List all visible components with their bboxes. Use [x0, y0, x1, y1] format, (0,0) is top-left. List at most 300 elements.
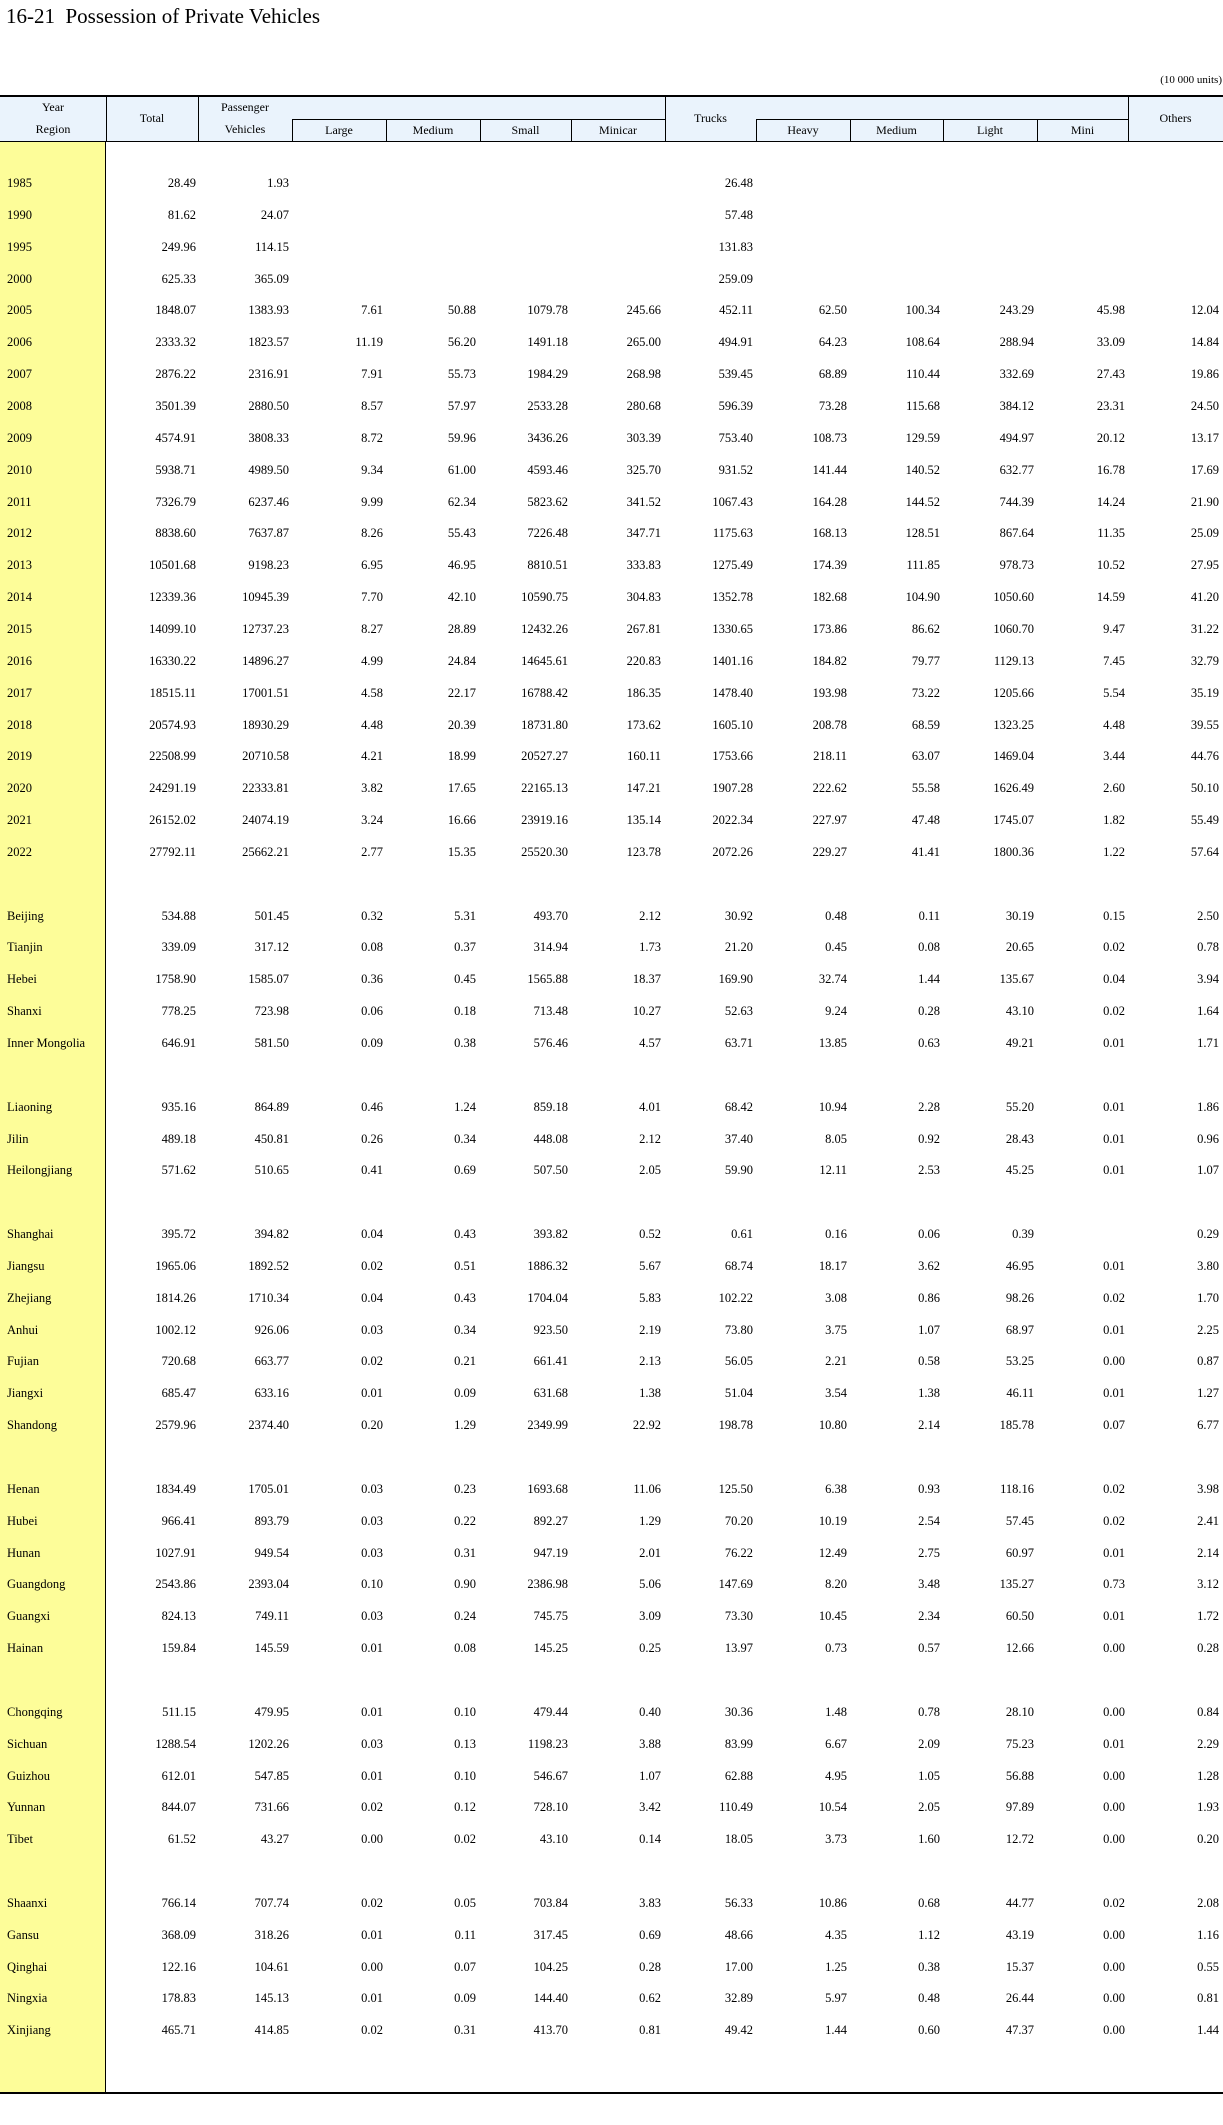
cell-large: 9.34: [361, 462, 383, 477]
table-row: [0, 1291, 1223, 1311]
row-label: Anhui: [7, 1322, 39, 1337]
cell-small: 144.40: [533, 1991, 568, 2006]
cell-truck-medium: 110.44: [906, 367, 940, 382]
cell-light: 55.20: [1005, 1099, 1034, 1114]
cell-heavy: 4.35: [825, 1927, 847, 1942]
cell-total: 612.01: [161, 1768, 196, 1783]
cell-truck-medium: 140.52: [905, 462, 940, 477]
cell-light: 45.25: [1005, 1163, 1034, 1178]
cell-light: 68.97: [1005, 1322, 1034, 1337]
cell-heavy: 10.54: [818, 1800, 847, 1815]
cell-small: 10590.75: [521, 590, 568, 605]
cell-light: 384.12: [999, 398, 1034, 413]
row-label: 2018: [7, 717, 32, 732]
cell-minicar: 22.92: [632, 1418, 661, 1433]
cell-mini: 0.02: [1103, 1481, 1125, 1496]
cell-passenger-vehicles: 1823.57: [248, 335, 289, 350]
cell-trucks: 26.48: [724, 176, 753, 190]
cell-total: 22508.99: [149, 749, 196, 764]
cell-mini: 0.00: [1103, 1354, 1125, 1369]
row-label: Zhejiang: [7, 1290, 52, 1305]
row-label: Hainan: [7, 1641, 44, 1656]
cell-mini: 1.22: [1103, 844, 1125, 859]
cell-light: 1745.07: [993, 813, 1034, 827]
row-label: Tianjin: [7, 940, 43, 955]
cell-truck-medium: 0.38: [918, 1959, 940, 1974]
cell-mini: 9.47: [1103, 621, 1125, 636]
cell-trucks: 56.05: [724, 1354, 753, 1369]
cell-medium: 57.97: [447, 398, 476, 413]
cell-trucks: 52.63: [724, 1004, 753, 1019]
cell-passenger-vehicles: 394.82: [254, 1227, 289, 1242]
cell-truck-medium: 47.48: [911, 813, 940, 827]
cell-minicar: 1.38: [639, 1386, 661, 1401]
cell-heavy: 3.75: [825, 1322, 847, 1337]
cell-mini: 0.02: [1103, 940, 1125, 955]
cell-medium: 0.11: [454, 1927, 476, 1942]
cell-others: 0.96: [1197, 1131, 1219, 1146]
cell-light: 15.37: [1005, 1959, 1034, 1974]
table-row: [0, 303, 1223, 323]
cell-passenger-vehicles: 926.06: [254, 1322, 289, 1337]
table-row: [0, 1641, 1223, 1661]
cell-mini: 0.00: [1103, 1768, 1125, 1783]
cell-total: 1288.54: [155, 1736, 196, 1751]
cell-large: 0.03: [361, 1481, 383, 1496]
row-label: 1990: [7, 207, 32, 222]
cell-trucks: 596.39: [718, 398, 753, 413]
cell-light: 46.11: [1006, 1386, 1034, 1401]
cell-mini: 0.01: [1103, 1322, 1125, 1337]
cell-passenger-vehicles: 1.93: [267, 176, 289, 190]
row-label: 2005: [7, 303, 32, 318]
cell-total: 16330.22: [149, 653, 196, 668]
cell-heavy: 12.49: [818, 1545, 847, 1560]
cell-minicar: 123.78: [626, 844, 661, 859]
cell-total: 511.15: [162, 1704, 196, 1719]
cell-medium: 5.31: [454, 908, 476, 923]
cell-passenger-vehicles: 10945.39: [242, 590, 289, 605]
cell-others: 0.20: [1197, 1832, 1219, 1847]
cell-total: 2876.22: [155, 367, 196, 382]
cell-others: 12.04: [1190, 303, 1219, 318]
cell-minicar: 147.21: [626, 781, 661, 796]
row-label: Guangdong: [7, 1577, 66, 1592]
cell-heavy: 164.28: [812, 494, 847, 509]
cell-medium: 59.96: [447, 430, 476, 445]
cell-passenger-vehicles: 633.16: [254, 1386, 289, 1401]
cell-medium: 61.00: [447, 462, 476, 477]
table-row: [0, 813, 1223, 833]
cell-heavy: 227.97: [812, 813, 847, 827]
cell-trucks: 68.42: [724, 1099, 753, 1114]
cell-medium: 0.43: [454, 1227, 476, 1242]
cell-trucks: 131.83: [718, 239, 753, 254]
cell-small: 631.68: [533, 1386, 568, 1401]
cell-minicar: 18.37: [632, 972, 661, 987]
cell-large: 0.03: [361, 1513, 383, 1528]
cell-passenger-vehicles: 450.81: [254, 1131, 289, 1146]
cell-minicar: 11.06: [633, 1481, 661, 1496]
cell-heavy: 5.97: [825, 1991, 847, 2006]
cell-heavy: 10.19: [818, 1513, 847, 1528]
cell-others: 2.29: [1197, 1736, 1219, 1751]
cell-minicar: 245.66: [626, 303, 661, 318]
cell-light: 30.19: [1005, 908, 1034, 923]
cell-mini: 0.04: [1103, 972, 1125, 987]
table-row: [0, 718, 1223, 738]
cell-heavy: 141.44: [812, 462, 847, 477]
cell-large: 0.26: [361, 1131, 383, 1146]
row-label: Heilongjiang: [7, 1163, 73, 1178]
cell-minicar: 186.35: [626, 685, 661, 700]
header-subline: [292, 119, 665, 120]
cell-mini: 0.01: [1103, 1258, 1125, 1273]
cell-light: 1626.49: [993, 781, 1034, 796]
cell-total: 24291.19: [149, 781, 196, 796]
table-row: [0, 1354, 1223, 1374]
cell-truck-medium: 0.08: [918, 940, 940, 955]
cell-trucks: 51.04: [724, 1386, 753, 1401]
cell-mini: 4.48: [1103, 717, 1125, 732]
cell-minicar: 3.09: [639, 1609, 661, 1624]
table-row: [0, 1896, 1223, 1916]
cell-small: 12432.26: [521, 621, 568, 636]
cell-truck-medium: 79.77: [911, 653, 940, 668]
cell-others: 19.86: [1190, 367, 1219, 382]
header-minicar: Minicar: [599, 123, 637, 137]
cell-light: 1323.25: [993, 717, 1034, 732]
cell-light: 20.65: [1005, 940, 1034, 955]
row-label: Jilin: [7, 1131, 29, 1146]
cell-trucks: 63.71: [724, 1036, 753, 1050]
cell-minicar: 10.27: [632, 1004, 661, 1019]
cell-medium: 0.13: [454, 1736, 476, 1751]
cell-medium: 0.21: [454, 1354, 476, 1369]
cell-total: 685.47: [161, 1386, 196, 1401]
cell-passenger-vehicles: 43.27: [260, 1832, 289, 1847]
cell-large: 0.03: [361, 1545, 383, 1560]
cell-mini: 0.07: [1103, 1418, 1125, 1433]
row-label: 2019: [7, 749, 32, 764]
header-subline: [756, 119, 1128, 120]
header-passenger: Passenger: [221, 100, 269, 114]
cell-truck-medium: 1.05: [918, 1768, 940, 1783]
table-row: [0, 1132, 1223, 1152]
cell-heavy: 184.82: [812, 653, 847, 668]
cell-passenger-vehicles: 24074.19: [242, 813, 289, 827]
cell-heavy: 8.05: [825, 1131, 847, 1146]
table-row: [0, 1705, 1223, 1725]
cell-light: 56.88: [1005, 1768, 1034, 1783]
table-row: [0, 558, 1223, 578]
cell-trucks: 70.20: [724, 1513, 753, 1528]
cell-mini: 23.31: [1096, 398, 1125, 413]
cell-total: 159.84: [161, 1641, 196, 1656]
cell-small: 20527.27: [521, 749, 568, 764]
cell-small: 892.27: [533, 1513, 568, 1528]
cell-trucks: 30.92: [724, 908, 753, 923]
cell-large: 3.24: [361, 813, 383, 827]
row-label: Beijing: [7, 908, 44, 923]
cell-passenger-vehicles: 501.45: [254, 908, 289, 923]
cell-others: 57.64: [1190, 844, 1219, 859]
cell-large: 0.01: [361, 1386, 383, 1401]
cell-light: 26.44: [1005, 1991, 1034, 2006]
cell-small: 1886.32: [527, 1258, 568, 1273]
row-label: 2012: [7, 526, 32, 541]
row-label: 1985: [7, 176, 32, 190]
cell-passenger-vehicles: 25662.21: [242, 844, 289, 859]
cell-heavy: 68.89: [818, 367, 847, 382]
table-row: [0, 1928, 1223, 1948]
cell-large: 0.32: [361, 908, 383, 923]
cell-large: 0.02: [361, 1895, 383, 1910]
cell-mini: 0.00: [1103, 1704, 1125, 1719]
cell-others: 0.29: [1197, 1227, 1219, 1242]
cell-mini: 16.78: [1096, 462, 1125, 477]
cell-large: 0.01: [361, 1927, 383, 1942]
table-row: [0, 1800, 1223, 1820]
cell-total: 1848.07: [155, 303, 196, 318]
cell-heavy: 193.98: [812, 685, 847, 700]
cell-medium: 50.88: [447, 303, 476, 318]
cell-total: 3501.39: [155, 398, 196, 413]
table-row: [0, 431, 1223, 451]
cell-minicar: 0.14: [639, 1832, 661, 1847]
cell-minicar: 3.83: [639, 1895, 661, 1910]
cell-others: 1.71: [1197, 1036, 1219, 1050]
header-mini: Mini: [1070, 123, 1095, 137]
row-label: 2016: [7, 653, 32, 668]
row-label: 2017: [7, 685, 32, 700]
cell-large: 7.91: [361, 367, 383, 382]
cell-medium: 0.69: [454, 1163, 476, 1178]
cell-passenger-vehicles: 731.66: [254, 1800, 289, 1815]
cell-heavy: 174.39: [812, 558, 847, 573]
cell-heavy: 182.68: [812, 590, 847, 605]
cell-medium: 15.35: [447, 844, 476, 859]
cell-heavy: 229.27: [812, 844, 847, 859]
cell-small: 2386.98: [527, 1577, 568, 1592]
cell-trucks: 2022.34: [712, 813, 753, 827]
cell-large: 11.19: [355, 335, 383, 350]
table-row: [0, 1163, 1223, 1183]
cell-light: 288.94: [999, 335, 1034, 350]
cell-large: 0.02: [361, 2023, 383, 2038]
cell-truck-medium: 3.62: [918, 1258, 940, 1273]
cell-truck-medium: 1.44: [918, 972, 940, 987]
cell-passenger-vehicles: 24.07: [260, 207, 289, 222]
cell-large: 0.04: [361, 1290, 383, 1305]
cell-total: 625.33: [161, 271, 196, 286]
row-label: Tibet: [7, 1832, 33, 1847]
cell-heavy: 173.86: [812, 621, 847, 636]
cell-small: 25520.30: [521, 844, 568, 859]
cell-small: 479.44: [533, 1704, 568, 1719]
cell-trucks: 494.91: [718, 335, 753, 350]
cell-others: 21.90: [1190, 494, 1219, 509]
cell-minicar: 0.40: [639, 1704, 661, 1719]
cell-others: 2.14: [1197, 1545, 1219, 1560]
cell-trucks: 1605.10: [712, 717, 753, 732]
units-note: (10 000 units): [1160, 74, 1222, 86]
cell-others: 1.28: [1197, 1768, 1219, 1783]
cell-trucks: 1275.49: [712, 558, 753, 573]
row-label: Shaanxi: [7, 1895, 48, 1910]
cell-light: 12.66: [1005, 1641, 1034, 1656]
cell-others: 2.50: [1197, 908, 1219, 923]
cell-total: 395.72: [161, 1227, 196, 1242]
cell-large: 8.26: [361, 526, 383, 541]
row-label: Shanxi: [7, 1004, 42, 1019]
cell-truck-medium: 2.53: [918, 1163, 940, 1178]
cell-trucks: 73.30: [724, 1609, 753, 1624]
cell-passenger-vehicles: 12737.23: [242, 621, 289, 636]
cell-small: 661.41: [533, 1354, 568, 1369]
table-row: [0, 1609, 1223, 1629]
cell-others: 1.27: [1197, 1386, 1219, 1401]
cell-medium: 0.10: [454, 1704, 476, 1719]
row-label: 2009: [7, 430, 32, 445]
cell-medium: 46.95: [447, 558, 476, 573]
cell-others: 0.55: [1197, 1959, 1219, 1974]
cell-truck-medium: 55.58: [911, 781, 940, 796]
cell-trucks: 1067.43: [712, 494, 753, 509]
cell-passenger-vehicles: 317.12: [254, 940, 289, 955]
cell-passenger-vehicles: 2880.50: [248, 398, 289, 413]
cell-truck-medium: 1.38: [918, 1386, 940, 1401]
cell-large: 0.01: [361, 1991, 383, 2006]
row-label: Hubei: [7, 1513, 38, 1528]
cell-passenger-vehicles: 864.89: [254, 1099, 289, 1114]
cell-passenger-vehicles: 17001.51: [242, 685, 289, 700]
cell-heavy: 10.80: [818, 1418, 847, 1433]
cell-large: 0.02: [361, 1258, 383, 1273]
cell-trucks: 1175.63: [712, 526, 753, 541]
cell-others: 2.41: [1197, 1513, 1219, 1528]
cell-total: 465.71: [161, 2023, 196, 2038]
cell-minicar: 0.69: [639, 1927, 661, 1942]
cell-passenger-vehicles: 949.54: [254, 1545, 289, 1560]
header-small: Small: [511, 123, 540, 137]
cell-trucks: 931.52: [718, 462, 753, 477]
cell-total: 61.52: [167, 1832, 196, 1847]
table-row: [0, 1259, 1223, 1279]
cell-total: 2333.32: [155, 335, 196, 350]
cell-medium: 56.20: [447, 335, 476, 350]
cell-large: 0.41: [361, 1163, 383, 1178]
cell-light: 1800.36: [993, 844, 1034, 859]
row-label: Guizhou: [7, 1768, 51, 1783]
cell-trucks: 0.61: [731, 1227, 753, 1242]
cell-minicar: 173.62: [626, 717, 661, 732]
cell-total: 1834.49: [155, 1481, 196, 1496]
cell-total: 766.14: [161, 1895, 196, 1910]
cell-large: 9.99: [361, 494, 383, 509]
cell-heavy: 218.11: [813, 749, 847, 764]
table-row: [0, 1832, 1223, 1852]
header-trucks: Trucks: [694, 111, 727, 125]
row-label: 1995: [7, 239, 32, 254]
cell-large: 2.77: [361, 844, 383, 859]
cell-trucks: 1352.78: [712, 590, 753, 605]
table-row: [0, 1386, 1223, 1406]
cell-passenger-vehicles: 1710.34: [248, 1290, 289, 1305]
cell-truck-medium: 115.68: [906, 398, 940, 413]
row-label: 2008: [7, 398, 32, 413]
cell-large: 4.99: [361, 653, 383, 668]
cell-small: 8810.51: [527, 558, 568, 573]
table-row: [0, 495, 1223, 515]
table-row: [0, 1004, 1223, 1024]
cell-heavy: 4.95: [825, 1768, 847, 1783]
cell-small: 493.70: [533, 908, 568, 923]
cell-trucks: 17.00: [724, 1959, 753, 1974]
row-label: Hunan: [7, 1545, 41, 1560]
cell-mini: 0.01: [1103, 1736, 1125, 1751]
cell-medium: 28.89: [447, 621, 476, 636]
cell-total: 8838.60: [155, 526, 196, 541]
cell-light: 49.21: [1005, 1036, 1034, 1050]
cell-light: 60.50: [1005, 1609, 1034, 1624]
cell-passenger-vehicles: 723.98: [254, 1004, 289, 1019]
cell-heavy: 8.20: [825, 1577, 847, 1592]
cell-total: 844.07: [161, 1800, 196, 1815]
cell-light: 75.23: [1005, 1736, 1034, 1751]
cell-total: 720.68: [161, 1354, 196, 1369]
cell-truck-medium: 1.60: [918, 1832, 940, 1847]
cell-truck-medium: 0.57: [918, 1641, 940, 1656]
cell-light: 135.27: [999, 1577, 1034, 1592]
cell-passenger-vehicles: 7637.87: [248, 526, 289, 541]
cell-heavy: 0.16: [825, 1227, 847, 1242]
table-row: [0, 1737, 1223, 1757]
cell-small: 43.10: [539, 1832, 568, 1847]
cell-large: 3.82: [361, 781, 383, 796]
cell-mini: 0.00: [1103, 1800, 1125, 1815]
cell-mini: 2.60: [1103, 781, 1125, 796]
cell-minicar: 303.39: [626, 430, 661, 445]
cell-minicar: 0.52: [639, 1227, 661, 1242]
table-bottom-rule: [0, 2092, 1223, 2094]
cell-total: 10501.68: [149, 558, 196, 573]
table-row: [0, 781, 1223, 801]
cell-small: 947.19: [533, 1545, 568, 1560]
cell-trucks: 56.33: [724, 1895, 753, 1910]
cell-mini: 3.44: [1103, 749, 1125, 764]
cell-minicar: 1.73: [639, 940, 661, 955]
cell-light: 28.43: [1005, 1131, 1034, 1146]
cell-light: 98.26: [1005, 1290, 1034, 1305]
cell-trucks: 102.22: [718, 1290, 753, 1305]
cell-heavy: 73.28: [818, 398, 847, 413]
cell-mini: 0.01: [1103, 1036, 1125, 1050]
cell-small: 448.08: [533, 1131, 568, 1146]
cell-small: 745.75: [533, 1609, 568, 1624]
cell-light: 632.77: [999, 462, 1034, 477]
cell-total: 1758.90: [155, 972, 196, 987]
cell-small: 22165.13: [521, 781, 568, 796]
row-label: Gansu: [7, 1927, 39, 1942]
cell-passenger-vehicles: 479.95: [254, 1704, 289, 1719]
table-row: [0, 526, 1223, 546]
cell-small: 923.50: [533, 1322, 568, 1337]
cell-passenger-vehicles: 9198.23: [248, 558, 289, 573]
cell-others: 24.50: [1190, 398, 1219, 413]
cell-large: 8.57: [361, 398, 383, 413]
cell-trucks: 83.99: [724, 1736, 753, 1751]
